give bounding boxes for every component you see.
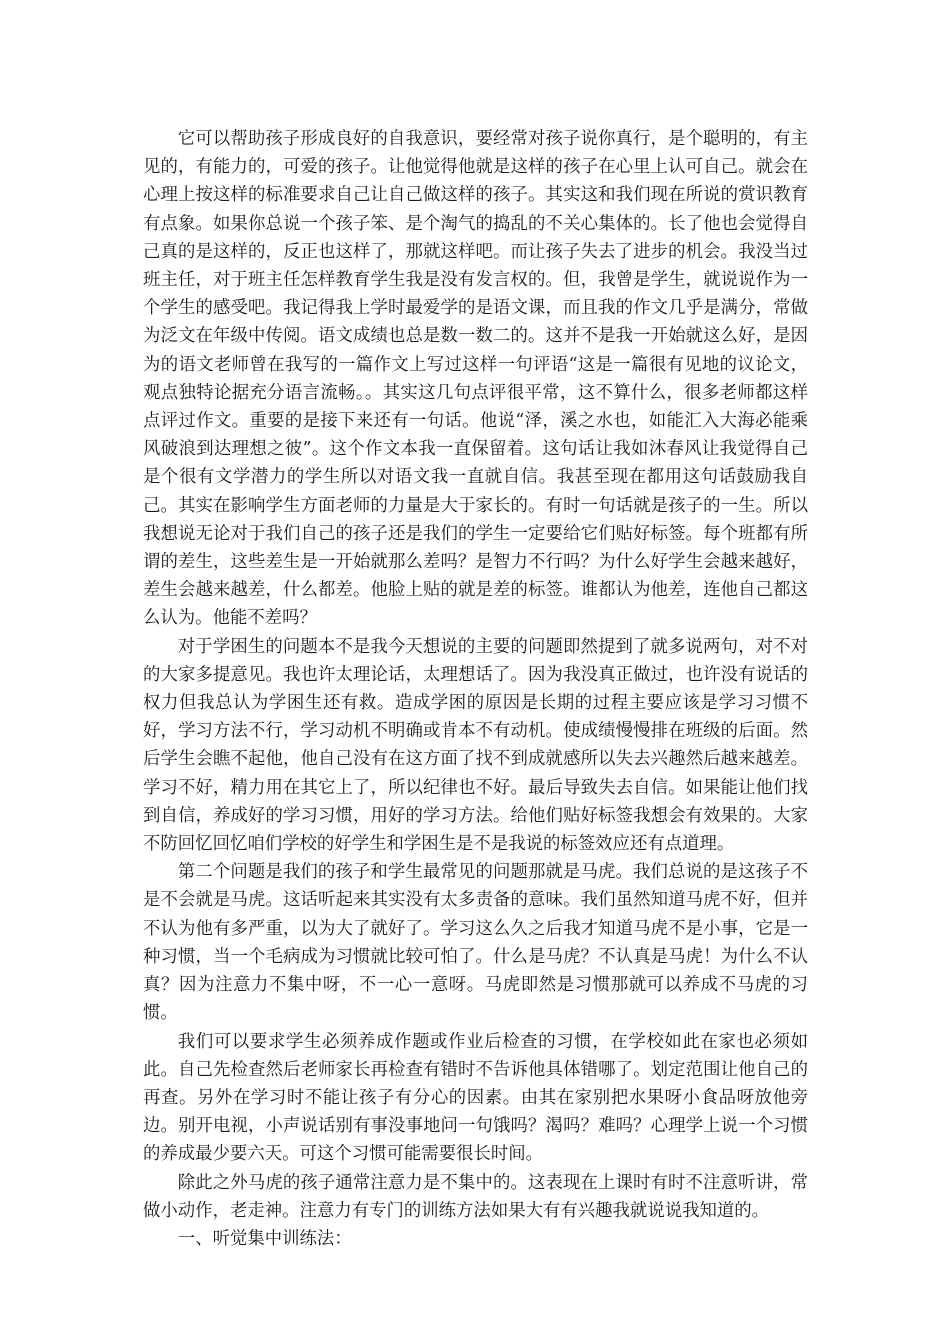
paragraph-struggling-students: 对于学困生的问题本不是我今天想说的主要的问题即然提到了就多说两句，对不对的大家多提意见。我也许太理论话，太理想话了。因为我没真正做过，也许没有说话的权力但我总认为学困生还有救。造成学困的原因是长期的过程主要应该是学习习惯不好，学习方法不行，学习动机不明确或肯本不有动机。使成绩慢慢排在班级的后面。然后学生会瞧不起他，他自己没有在这方面了找不到成就感所以失去兴趣然后越来越差。学习不好，精力用在其它上了，所以纪律也不好。最后导致失去自信。如果能让他们找到自信，养成好的学习习惯，用好的学习方法。给他们贴好标签我想会有效果的。大家不防回忆回忆咱们学校的好学生和学困生是不是我说的标签效应还有点道理。: [143, 636, 808, 855]
paragraph-checking-habit: 我们可以要求学生必须养成作题或作业后检查的习惯，在学校如此在家也必须如此。自己先检查然后老师家长再检查有错时不告诉他具体错哪了。划定范围让他自己的再查。另外在学习时不能让孩子有分心的因素。由其在家别把水果呀小食品呀放他旁边。别开电视，小声说话别有事没事地问一句饿吗？渴吗？难吗？心理学上说一个习惯的养成最少要六天。可这个习惯可能需要很长时间。: [143, 1031, 808, 1165]
document-body: [143, 125, 808, 1253]
paragraph-labeling-effect: 它可以帮助孩子形成良好的自我意识，要经常对孩子说你真行，是个聪明的，有主见的，有能力的，可爱的孩子。让他觉得他就是这样的孩子在心里上认可自己。就会在心理上按这样的标准要求自己让自己做这样的孩子。其实这和我们现在所说的赏识教育有点象。如果你总说一个孩子笨、是个淘气的捣乱的不关心集体的。长了他也会觉得自己真的是这样的，反正也这样了，那就这样吧。而让孩子失去了进步的机会。我没当过班主任，对于班主任怎样教育学生我是没有发言权的。但，我曾是学生，就说说作为一个学生的感受吧。我记得我上学时最爱学的是语文课，而且我的作文几乎是满分，常做为泛文在年级中传阅。语文成绩也总是数一数二的。这并不是我一开始就这么好，是因为的语文老师曾在我写的一篇作文上写过这样一句评语“这是一篇很有见地的议论文，观点独特论据充分语言流畅。。其实这几句点评很平常，这不算什么，很多老师都这样点评过作文。重要的是接下来还有一句话。他说“泽，溪之水也，如能汇入大海必能乘风破浪到达理想之彼”。这个作文本我一直保留着。这句话让我如沐春风让我觉得自己是个很有文学潜力的学生所以对语文我一直就自信。我甚至现在都用这句话鼓励我自己。其实在影响学生方面老师的力量是大于家长的。有时一句话就是孩子的一生。所以我想说无论对于我们自己的孩子还是我们的学生一定要给它们贴好标签。每个班都有所谓的差生，这些差生是一开始就那么差吗？是智力不行吗？为什么好学生会越来越好，差生会越来越差，什么都差。他脸上贴的就是差的标签。谁都认为他差，连他自己都这么认为。他能不差吗？: [143, 129, 808, 629]
paragraph-carelessness: 第二个问题是我们的孩子和学生最常见的问题那就是马虎。我们总说的是这孩子不是不会就是马虎。这话听起来其实没有太多责备的意味。我们虽然知道马虎不好，但并不认为他有多严重，以为大了就好了。学习这么久之后我才知道马虎不是小事，它是一种习惯，当一个毛病成为习惯就比较可怕了。什么是马虎？不认真是马虎！为什么不认真？因为注意力不集中呀，不一心一意呀。马虎即然是习惯那就可以养成不马虎的习惯。: [143, 862, 808, 1024]
section-heading-listening-training: 一、听觉集中训练法：: [177, 1228, 352, 1249]
paragraph-attention: 除此之外马虎的孩子通常注意力是不集中的。这表现在上课时有时不注意听讲，常做小动作，老走神。注意力有专门的训练方法如果大有有兴趣我就说说我知道的。: [143, 1172, 808, 1221]
